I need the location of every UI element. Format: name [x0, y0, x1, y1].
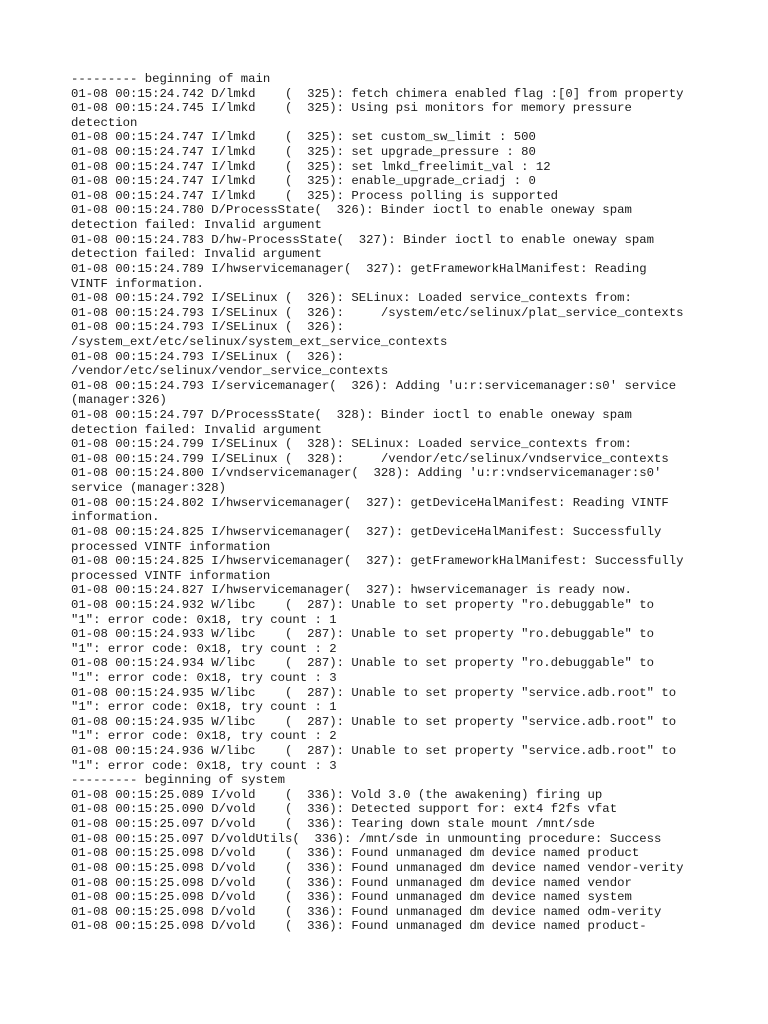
log-line: 01-08 00:15:24.745 I/lmkd ( 325): Using psi monitors for memory pressure — [71, 101, 632, 116]
log-line: --------- beginning of main — [71, 72, 271, 86]
log-line: /vendor/etc/selinux/vendor_service_contexts — [71, 364, 389, 379]
log-line: service (manager:328) — [71, 481, 226, 496]
log-line: 01-08 00:15:24.793 I/SELinux ( 326): — [71, 349, 345, 364]
log-line: 01-08 00:15:25.098 D/vold ( 336): Found unmanaged dm device named odm-verity — [71, 904, 662, 919]
log-line: 01-08 00:15:24.799 I/SELinux ( 328): /vendor/etc/selinux/vndservice_contexts — [71, 451, 669, 466]
log-line: 01-08 00:15:24.827 I/hwservicemanager( 327): hwservicemanager is ready now. — [71, 583, 632, 598]
log-text-block — [71, 72, 711, 934]
log-line: 01-08 00:15:24.797 D/ProcessState( 328): Binder ioctl to enable oneway spam — [71, 408, 632, 423]
log-line: 01-08 00:15:24.933 W/libc ( 287): Unable to set property "ro.debuggable" to — [71, 627, 654, 642]
log-line: information. — [71, 510, 160, 525]
log-line: processed VINTF information — [71, 539, 271, 554]
log-line: "1": error code: 0x18, try count : 1 — [71, 612, 337, 627]
log-line: "1": error code: 0x18, try count : 2 — [71, 729, 337, 744]
log-line: 01-08 00:15:25.097 D/vold ( 336): Tearing down stale mount /mnt/sde — [71, 817, 595, 832]
log-line: 01-08 00:15:24.793 I/SELinux ( 326): /system/etc/selinux/plat_service_contexts — [71, 305, 684, 320]
log-line: 01-08 00:15:24.747 I/lmkd ( 325): enable_upgrade_criadj : 0 — [71, 174, 536, 189]
log-line: 01-08 00:15:24.793 I/SELinux ( 326): — [71, 320, 345, 335]
log-line: 01-08 00:15:24.799 I/SELinux ( 328): SELinux: Loaded service_contexts from: — [71, 437, 632, 452]
log-line: 01-08 00:15:25.098 D/vold ( 336): Found unmanaged dm device named vendor-verity — [71, 860, 684, 875]
log-line: 01-08 00:15:24.783 D/hw-ProcessState( 327): Binder ioctl to enable oneway spam — [71, 232, 654, 247]
log-line: 01-08 00:15:24.800 I/vndservicemanager( 328): Adding 'u:r:vndservicemanager:s0' — [71, 466, 662, 481]
log-line: 01-08 00:15:24.793 I/servicemanager( 326): Adding 'u:r:servicemanager:s0' service — [71, 378, 677, 393]
log-line: detection failed: Invalid argument — [71, 247, 322, 262]
log-line: 01-08 00:15:24.789 I/hwservicemanager( 327): getFrameworkHalManifest: Reading — [71, 261, 647, 276]
log-line: 01-08 00:15:24.747 I/lmkd ( 325): set lmkd_freelimit_val : 12 — [71, 159, 551, 174]
log-line: 01-08 00:15:25.098 D/vold ( 336): Found unmanaged dm device named product- — [71, 919, 647, 934]
log-line: "1": error code: 0x18, try count : 3 — [71, 670, 337, 685]
log-line: 01-08 00:15:25.098 D/vold ( 336): Found unmanaged dm device named vendor — [71, 875, 632, 890]
log-line: 01-08 00:15:24.932 W/libc ( 287): Unable to set property "ro.debuggable" to — [71, 597, 654, 612]
log-line: 01-08 00:15:24.936 W/libc ( 287): Unable to set property "service.adb.root" to — [71, 744, 677, 759]
log-line: "1": error code: 0x18, try count : 3 — [71, 758, 337, 773]
log-line: 01-08 00:15:25.090 D/vold ( 336): Detected support for: ext4 f2fs vfat — [71, 802, 618, 817]
log-line: --------- beginning of system — [71, 773, 286, 788]
log-line: 01-08 00:15:24.934 W/libc ( 287): Unable to set property "ro.debuggable" to — [71, 656, 654, 671]
log-line: 01-08 00:15:25.098 D/vold ( 336): Found unmanaged dm device named product — [71, 846, 640, 861]
log-line: 01-08 00:15:24.742 D/lmkd ( 325): fetch chimera enabled flag :[0] from property — [71, 86, 684, 101]
log-line: detection failed: Invalid argument — [71, 422, 322, 437]
log-line: 01-08 00:15:25.097 D/voldUtils( 336): /mnt/sde in unmounting procedure: Success — [71, 831, 662, 846]
log-line: 01-08 00:15:24.825 I/hwservicemanager( 327): getFrameworkHalManifest: Successfully — [71, 554, 684, 569]
log-line: 01-08 00:15:24.747 I/lmkd ( 325): set upgrade_pressure : 80 — [71, 145, 536, 160]
log-line: 01-08 00:15:24.825 I/hwservicemanager( 327): getDeviceHalManifest: Successfully — [71, 524, 662, 539]
log-line: VINTF information. — [71, 276, 204, 291]
log-line: "1": error code: 0x18, try count : 2 — [71, 641, 337, 656]
log-line: (manager:326) — [71, 393, 167, 408]
log-line: detection — [71, 115, 138, 130]
log-line: 01-08 00:15:24.935 W/libc ( 287): Unable to set property "service.adb.root" to — [71, 714, 677, 729]
log-line: 01-08 00:15:24.802 I/hwservicemanager( 327): getDeviceHalManifest: Reading VINTF — [71, 495, 669, 510]
log-line: processed VINTF information — [71, 568, 271, 583]
log-line: 01-08 00:15:24.780 D/ProcessState( 326): Binder ioctl to enable oneway spam — [71, 203, 632, 218]
log-line: 01-08 00:15:24.747 I/lmkd ( 325): set custom_sw_limit : 500 — [71, 130, 536, 145]
log-line: 01-08 00:15:24.935 W/libc ( 287): Unable to set property "service.adb.root" to — [71, 685, 677, 700]
log-line: 01-08 00:15:25.098 D/vold ( 336): Found unmanaged dm device named system — [71, 890, 632, 905]
log-line: 01-08 00:15:24.747 I/lmkd ( 325): Process polling is supported — [71, 188, 559, 203]
log-line: 01-08 00:15:24.792 I/SELinux ( 326): SELinux: Loaded service_contexts from: — [71, 291, 632, 306]
log-line: /system_ext/etc/selinux/system_ext_service_contexts — [71, 334, 448, 349]
log-line: detection failed: Invalid argument — [71, 218, 322, 233]
log-line: 01-08 00:15:25.089 I/vold ( 336): Vold 3.0 (the awakening) firing up — [71, 787, 603, 802]
log-line: "1": error code: 0x18, try count : 1 — [71, 700, 337, 715]
